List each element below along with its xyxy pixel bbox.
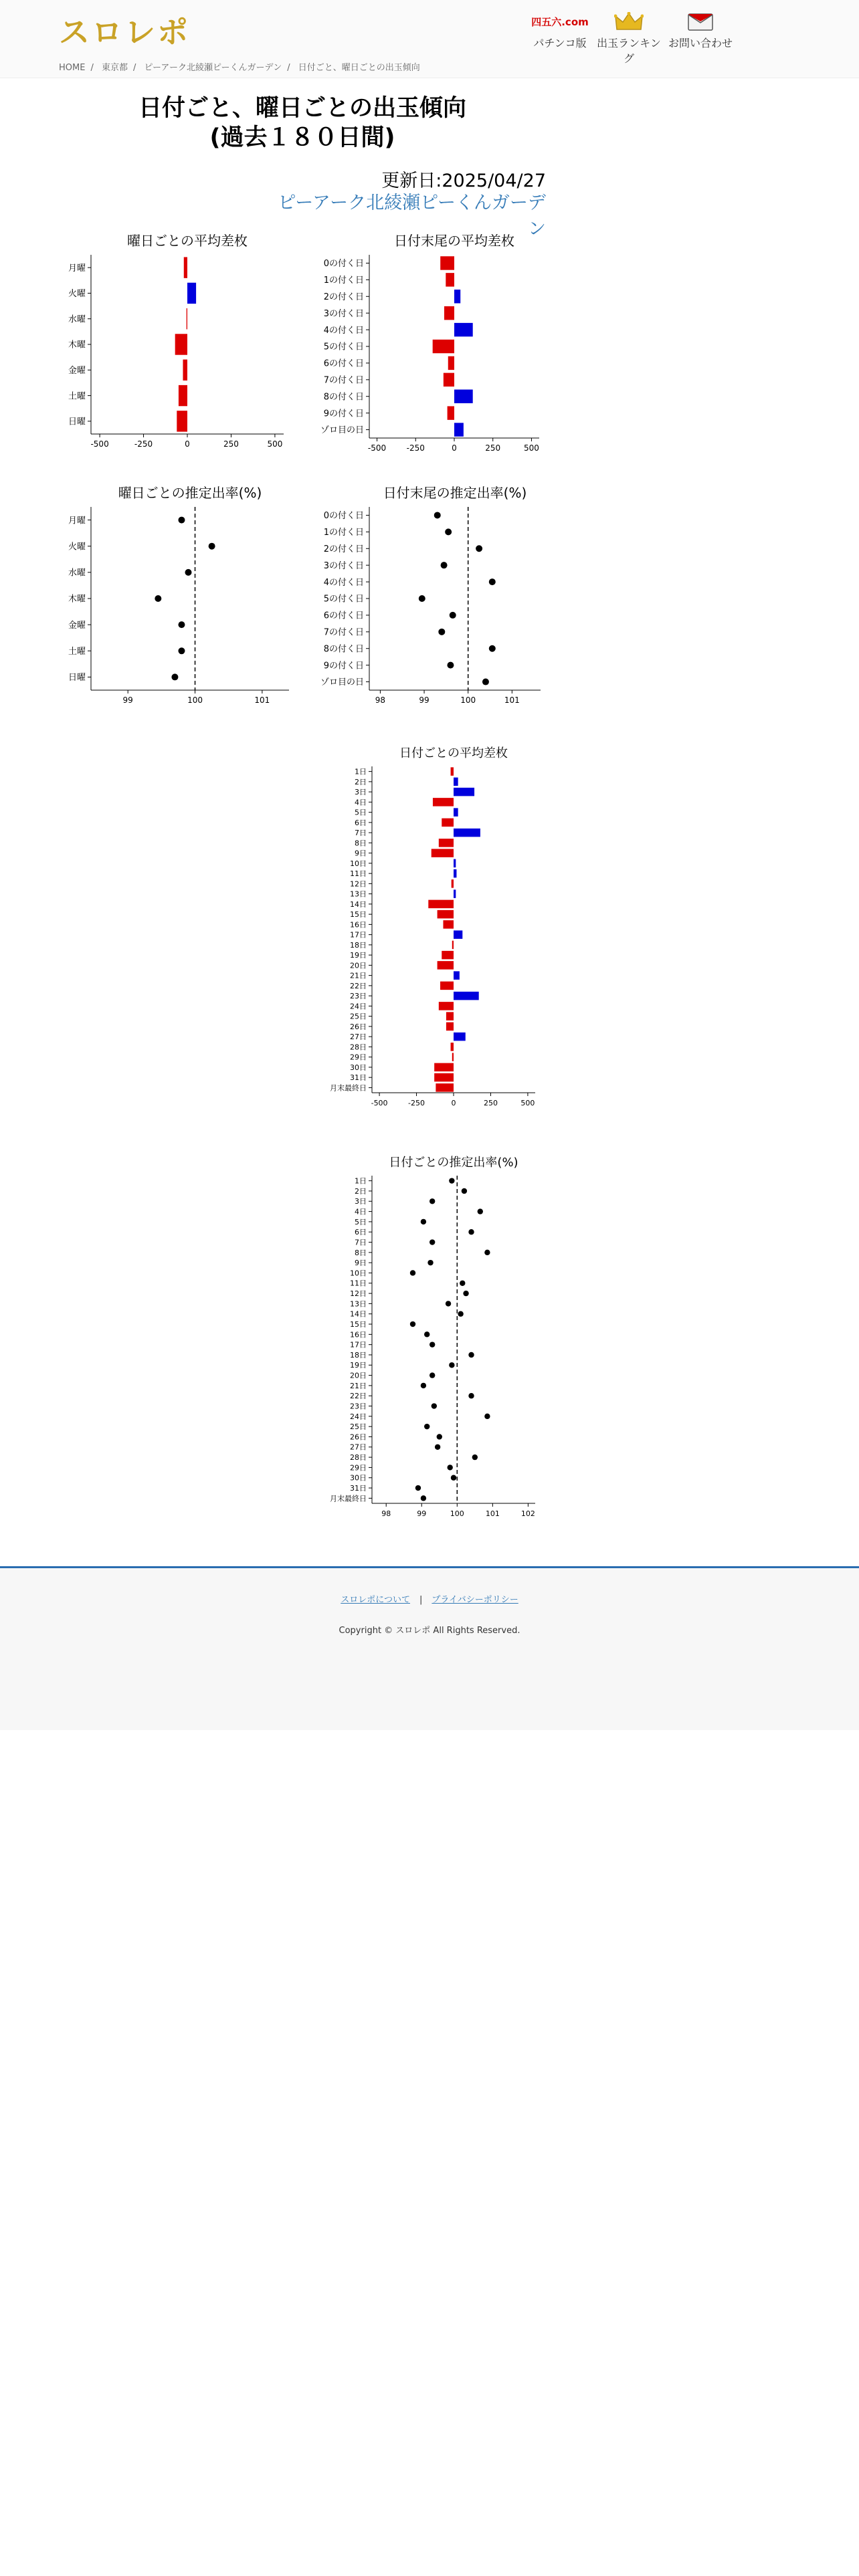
bar-negative xyxy=(184,257,187,278)
category-label: 9日 xyxy=(355,1259,367,1268)
chart-title: 曜日ごとの平均差枚 xyxy=(127,233,248,249)
category-label: 月曜 xyxy=(68,263,86,274)
x-tick-label: -500 xyxy=(367,443,387,453)
scatter-point xyxy=(451,1475,456,1481)
x-tick-label: 0 xyxy=(452,443,457,453)
chart-weekday-diff xyxy=(51,227,332,467)
nav-pachinko-link[interactable] xyxy=(530,12,590,50)
bar-positive xyxy=(454,869,456,878)
scatter-point xyxy=(171,673,178,680)
footer-privacy-link[interactable]: プライバシーポリシー xyxy=(432,1595,518,1605)
category-label: 6日 xyxy=(355,818,367,827)
scatter-point xyxy=(421,1383,426,1388)
category-label: 12日 xyxy=(350,879,367,889)
bar-positive xyxy=(454,423,464,436)
bar-negative xyxy=(452,1053,454,1061)
category-label: 火曜 xyxy=(68,542,86,552)
scatter-point xyxy=(424,1331,430,1337)
bar-negative xyxy=(452,941,454,950)
scatter-point xyxy=(410,1321,415,1327)
category-label: 23日 xyxy=(350,992,367,1001)
bar-negative xyxy=(433,798,454,807)
x-tick-label: 98 xyxy=(381,1509,391,1518)
category-label: 月曜 xyxy=(68,516,86,526)
bar-positive xyxy=(454,390,473,403)
category-label: 20日 xyxy=(350,961,367,970)
category-label: 18日 xyxy=(350,1350,367,1360)
scatter-point xyxy=(482,679,489,685)
bar-negative xyxy=(444,373,454,387)
scatter-point xyxy=(441,562,448,568)
bar-negative xyxy=(432,849,454,857)
scatter-point xyxy=(178,517,185,524)
bar-negative xyxy=(183,360,187,381)
bar-negative xyxy=(434,1063,454,1072)
category-label: 26日 xyxy=(350,1022,367,1031)
category-label: 土曜 xyxy=(68,391,86,402)
nav-contact-label: お問い合わせ xyxy=(668,37,733,49)
category-label: 17日 xyxy=(350,930,367,940)
scatter-point xyxy=(437,1434,442,1439)
bar-positive xyxy=(454,971,460,980)
category-label: 4日 xyxy=(355,1207,367,1216)
category-label: 4の付く日 xyxy=(323,325,364,336)
category-label: 31日 xyxy=(350,1483,367,1493)
scatter-point xyxy=(430,1239,435,1245)
bar-positive xyxy=(454,859,456,868)
x-tick-label: 100 xyxy=(450,1509,464,1518)
bar-negative xyxy=(440,982,454,990)
scatter-point xyxy=(468,1393,474,1398)
nav-ranking-label: 出玉ランキング xyxy=(597,37,661,65)
category-label: 3の付く日 xyxy=(323,308,364,319)
x-tick-label: 101 xyxy=(504,695,520,705)
category-label: 9の付く日 xyxy=(323,409,364,419)
category-label: 28日 xyxy=(350,1453,367,1463)
bar-negative xyxy=(444,306,454,320)
category-label: 10日 xyxy=(350,859,367,868)
category-label: 5の付く日 xyxy=(323,594,364,605)
category-label: 1日 xyxy=(355,1176,367,1186)
scatter-point xyxy=(421,1219,426,1224)
x-tick-label: 0 xyxy=(185,439,190,449)
bar-negative xyxy=(439,839,454,847)
category-label: 3の付く日 xyxy=(323,560,364,571)
category-label: 12日 xyxy=(350,1289,367,1299)
bar-negative xyxy=(443,920,454,929)
category-label: 6日 xyxy=(355,1228,367,1237)
category-label: 27日 xyxy=(350,1033,367,1042)
scatter-point xyxy=(450,612,456,619)
bar-negative xyxy=(452,879,454,888)
scatter-point xyxy=(421,1495,426,1501)
x-tick-label: 98 xyxy=(375,695,386,705)
scatter-point xyxy=(447,1465,452,1470)
x-tick-label: -250 xyxy=(406,443,425,453)
category-label: 5の付く日 xyxy=(323,342,364,352)
scatter-point xyxy=(462,1188,467,1194)
bar-negative xyxy=(434,1073,454,1082)
category-label: 21日 xyxy=(350,971,367,980)
category-label: 1日 xyxy=(355,767,367,776)
bar-positive xyxy=(454,323,473,336)
chart-title: 日付末尾の平均差枚 xyxy=(394,233,514,249)
scatter-point xyxy=(415,1485,421,1491)
breadcrumb-prefecture[interactable]: 東京都 xyxy=(101,63,128,73)
chart-date-diff xyxy=(281,740,562,1126)
category-label: 25日 xyxy=(350,1422,367,1432)
bar-negative xyxy=(179,385,187,406)
category-label: 2日 xyxy=(355,777,367,786)
scatter-point xyxy=(449,1362,454,1368)
scatter-point xyxy=(489,578,496,585)
scatter-point xyxy=(438,629,445,635)
scatter-point xyxy=(427,1260,433,1265)
category-label: 8日 xyxy=(355,839,367,848)
bar-negative xyxy=(433,340,454,353)
scatter-point xyxy=(445,528,452,535)
footer-links: スロレポについて | プライバシーポリシー xyxy=(341,1595,518,1605)
category-label: 木曜 xyxy=(68,594,86,605)
scatter-point xyxy=(178,647,185,654)
category-label: 4日 xyxy=(355,798,367,807)
x-tick-label: 0 xyxy=(451,1099,456,1107)
x-tick-label: 500 xyxy=(524,443,539,453)
category-label: 30日 xyxy=(350,1063,367,1072)
scatter-point xyxy=(463,1291,468,1296)
scatter-point xyxy=(446,1301,451,1306)
bar-negative xyxy=(439,1002,454,1010)
chart-title: 日付ごとの推定出率(%) xyxy=(389,1156,518,1170)
chart-title: 日付末尾の推定出率(%) xyxy=(383,485,527,501)
nav-pachinko-label: パチンコ版 xyxy=(533,37,587,49)
category-label: 30日 xyxy=(350,1473,367,1483)
x-tick-label: 101 xyxy=(485,1509,500,1518)
bar-positive xyxy=(454,1033,466,1041)
scatter-point xyxy=(449,1178,454,1183)
scatter-point xyxy=(460,1281,465,1286)
category-label: 18日 xyxy=(350,940,367,950)
bar-negative xyxy=(442,819,454,827)
x-tick-label: -500 xyxy=(371,1099,388,1107)
scatter-point xyxy=(458,1311,463,1317)
category-label: 5日 xyxy=(355,1217,367,1226)
scatter-point xyxy=(484,1414,490,1419)
category-label: 26日 xyxy=(350,1432,367,1442)
chart-digit-rate xyxy=(321,480,602,724)
category-label: 15日 xyxy=(350,1319,367,1329)
category-label: 14日 xyxy=(350,1309,367,1319)
category-label: 1の付く日 xyxy=(323,276,364,286)
category-label: 21日 xyxy=(350,1381,367,1390)
scatter-point xyxy=(178,621,185,628)
bar-negative xyxy=(442,951,454,960)
scatter-point xyxy=(472,1455,478,1460)
breadcrumb-home[interactable]: HOME xyxy=(59,63,86,73)
category-label: 土曜 xyxy=(68,646,86,657)
chart-digit-diff xyxy=(321,227,602,471)
category-label: 月末最終日 xyxy=(330,1083,367,1093)
footer-about-link[interactable]: スロレポについて xyxy=(341,1595,410,1605)
category-label: 22日 xyxy=(350,981,367,990)
x-tick-label: 500 xyxy=(520,1099,535,1107)
x-tick-label: 99 xyxy=(419,695,430,705)
chart-title: 日付ごとの平均差枚 xyxy=(399,746,508,760)
bar-positive xyxy=(187,283,196,304)
scatter-point xyxy=(468,1229,474,1235)
bar-positive xyxy=(454,290,460,303)
x-tick-label: -250 xyxy=(134,439,153,449)
category-label: 7の付く日 xyxy=(323,375,364,386)
category-label: ゾロ目の日 xyxy=(320,677,364,688)
bar-positive xyxy=(454,930,462,939)
bar-negative xyxy=(446,1023,454,1031)
bar-positive xyxy=(454,778,458,786)
envelope-icon xyxy=(687,12,714,32)
category-label: 10日 xyxy=(350,1269,367,1278)
scatter-point xyxy=(447,662,454,669)
category-label: 水曜 xyxy=(68,568,86,578)
scatter-point xyxy=(419,595,425,602)
pachinko-logo-icon: 四五六.com xyxy=(531,16,589,28)
category-label: 日曜 xyxy=(68,673,86,683)
bar-negative xyxy=(451,1043,454,1051)
scatter-point xyxy=(155,595,161,602)
bar-negative xyxy=(448,406,454,419)
x-tick-label: 250 xyxy=(223,439,239,449)
scatter-point xyxy=(478,1208,483,1214)
page-title xyxy=(94,94,511,152)
bar-positive xyxy=(454,788,474,796)
bar-negative xyxy=(446,1012,454,1021)
breadcrumb-current: 日付ごと、曜日ごとの出玉傾向 xyxy=(298,63,420,73)
site-header xyxy=(0,0,859,78)
category-label: 23日 xyxy=(350,1402,367,1411)
x-tick-label: 99 xyxy=(122,695,133,705)
x-tick-label: 101 xyxy=(254,695,270,705)
scatter-point xyxy=(476,545,482,552)
category-label: 11日 xyxy=(350,869,367,879)
bar-negative xyxy=(438,961,454,970)
category-label: 13日 xyxy=(350,889,367,899)
scatter-point xyxy=(432,1403,437,1408)
crown-icon xyxy=(614,12,644,32)
category-label: 7日 xyxy=(355,1238,367,1247)
scatter-point xyxy=(430,1341,435,1347)
category-label: 13日 xyxy=(350,1299,367,1309)
x-tick-label: 250 xyxy=(483,1099,498,1107)
category-label: 水曜 xyxy=(68,314,86,325)
category-label: 3日 xyxy=(355,788,367,797)
category-label: 金曜 xyxy=(68,365,86,376)
category-label: 6の付く日 xyxy=(323,611,364,621)
chart-date-rate xyxy=(281,1149,562,1537)
site-footer xyxy=(0,1566,859,1730)
x-tick-label: -500 xyxy=(90,439,109,449)
scatter-point xyxy=(484,1250,490,1255)
category-label: 27日 xyxy=(350,1442,367,1452)
category-label: 金曜 xyxy=(68,620,86,631)
category-label: ゾロ目の日 xyxy=(320,425,364,436)
x-tick-label: 100 xyxy=(187,695,203,705)
updated-date: 更新日:2025/04/27 xyxy=(381,171,546,191)
category-label: 22日 xyxy=(350,1392,367,1401)
category-label: 日曜 xyxy=(68,417,86,427)
category-label: 8の付く日 xyxy=(323,392,364,403)
bar-negative xyxy=(175,334,187,354)
chart-weekday-rate xyxy=(51,480,332,724)
scatter-point xyxy=(424,1424,430,1429)
category-label: 15日 xyxy=(350,910,367,920)
nav-contact-link[interactable] xyxy=(668,12,733,50)
scatter-point xyxy=(430,1372,435,1378)
category-label: 6の付く日 xyxy=(323,358,364,369)
bar-negative xyxy=(428,900,454,909)
scatter-point xyxy=(435,1444,440,1450)
category-label: 1の付く日 xyxy=(323,528,364,538)
hall-name-link[interactable]: ピーアーク北綾瀬ピーくんガーデン xyxy=(278,193,546,239)
category-label: 0の付く日 xyxy=(323,259,364,270)
copyright: Copyright © スロレポ All Rights Reserved. xyxy=(339,1626,520,1636)
category-label: 29日 xyxy=(350,1463,367,1473)
x-tick-label: 99 xyxy=(417,1509,427,1518)
category-label: 25日 xyxy=(350,1012,367,1021)
category-label: 19日 xyxy=(350,1361,367,1370)
category-label: 4の付く日 xyxy=(323,577,364,588)
x-tick-label: 100 xyxy=(460,695,476,705)
category-label: 20日 xyxy=(350,1371,367,1380)
scatter-point xyxy=(430,1198,435,1204)
page-title-line1: 日付ごと、曜日ごとの出玉傾向 xyxy=(138,95,466,122)
category-label: 9日 xyxy=(355,849,367,858)
category-label: 月末最終日 xyxy=(330,1494,367,1503)
category-label: 2の付く日 xyxy=(323,292,364,302)
category-label: 17日 xyxy=(350,1340,367,1350)
category-label: 16日 xyxy=(350,1330,367,1339)
category-label: 木曜 xyxy=(68,340,86,350)
scatter-point xyxy=(489,645,496,652)
bar-negative xyxy=(177,411,187,431)
scatter-point xyxy=(434,512,441,518)
bar-negative xyxy=(436,1083,454,1092)
category-label: 火曜 xyxy=(68,289,86,300)
category-label: 14日 xyxy=(350,899,367,909)
category-label: 2の付く日 xyxy=(323,544,364,554)
bar-negative xyxy=(448,356,454,370)
bar-negative xyxy=(438,910,454,919)
category-label: 8の付く日 xyxy=(323,644,364,655)
category-label: 0の付く日 xyxy=(323,511,364,522)
bar-positive xyxy=(454,889,456,898)
category-label: 5日 xyxy=(355,808,367,817)
scatter-point xyxy=(209,543,215,550)
category-label: 31日 xyxy=(350,1073,367,1083)
category-label: 29日 xyxy=(350,1053,367,1062)
category-label: 7日 xyxy=(355,829,367,838)
page-title-line2: (過去１８０日間) xyxy=(209,124,395,151)
site-logo[interactable]: スロレポ xyxy=(59,14,190,50)
category-label: 16日 xyxy=(350,920,367,930)
scatter-point xyxy=(468,1352,474,1358)
breadcrumb: HOME / 東京都 / ピーアーク北綾瀬ピーくんガーデン / 日付ごと、曜日ごとの出玉傾向 xyxy=(59,63,420,73)
category-label: 11日 xyxy=(350,1279,367,1288)
category-label: 24日 xyxy=(350,1412,367,1421)
scatter-point xyxy=(185,569,191,576)
category-label: 3日 xyxy=(355,1197,367,1206)
bar-positive xyxy=(454,829,480,837)
bar-positive xyxy=(454,808,458,817)
bar-negative xyxy=(451,767,454,776)
x-tick-label: -250 xyxy=(408,1099,425,1107)
nav-ranking-link[interactable] xyxy=(592,12,666,66)
category-label: 28日 xyxy=(350,1043,367,1052)
scatter-point xyxy=(410,1270,415,1275)
category-label: 7の付く日 xyxy=(323,627,364,638)
category-label: 2日 xyxy=(355,1186,367,1196)
bar-negative xyxy=(446,273,454,286)
x-tick-label: 102 xyxy=(520,1509,535,1518)
x-tick-label: 500 xyxy=(267,439,283,449)
category-label: 8日 xyxy=(355,1248,367,1257)
x-tick-label: 250 xyxy=(485,443,501,453)
bar-negative xyxy=(440,256,454,270)
category-label: 9の付く日 xyxy=(323,661,364,671)
breadcrumb-hall[interactable]: ピーアーク北綾瀬ピーくんガーデン xyxy=(144,63,282,73)
category-label: 19日 xyxy=(350,951,367,960)
category-label: 24日 xyxy=(350,1002,367,1011)
bar-positive xyxy=(454,992,479,1000)
chart-title: 曜日ごとの推定出率(%) xyxy=(118,485,262,501)
